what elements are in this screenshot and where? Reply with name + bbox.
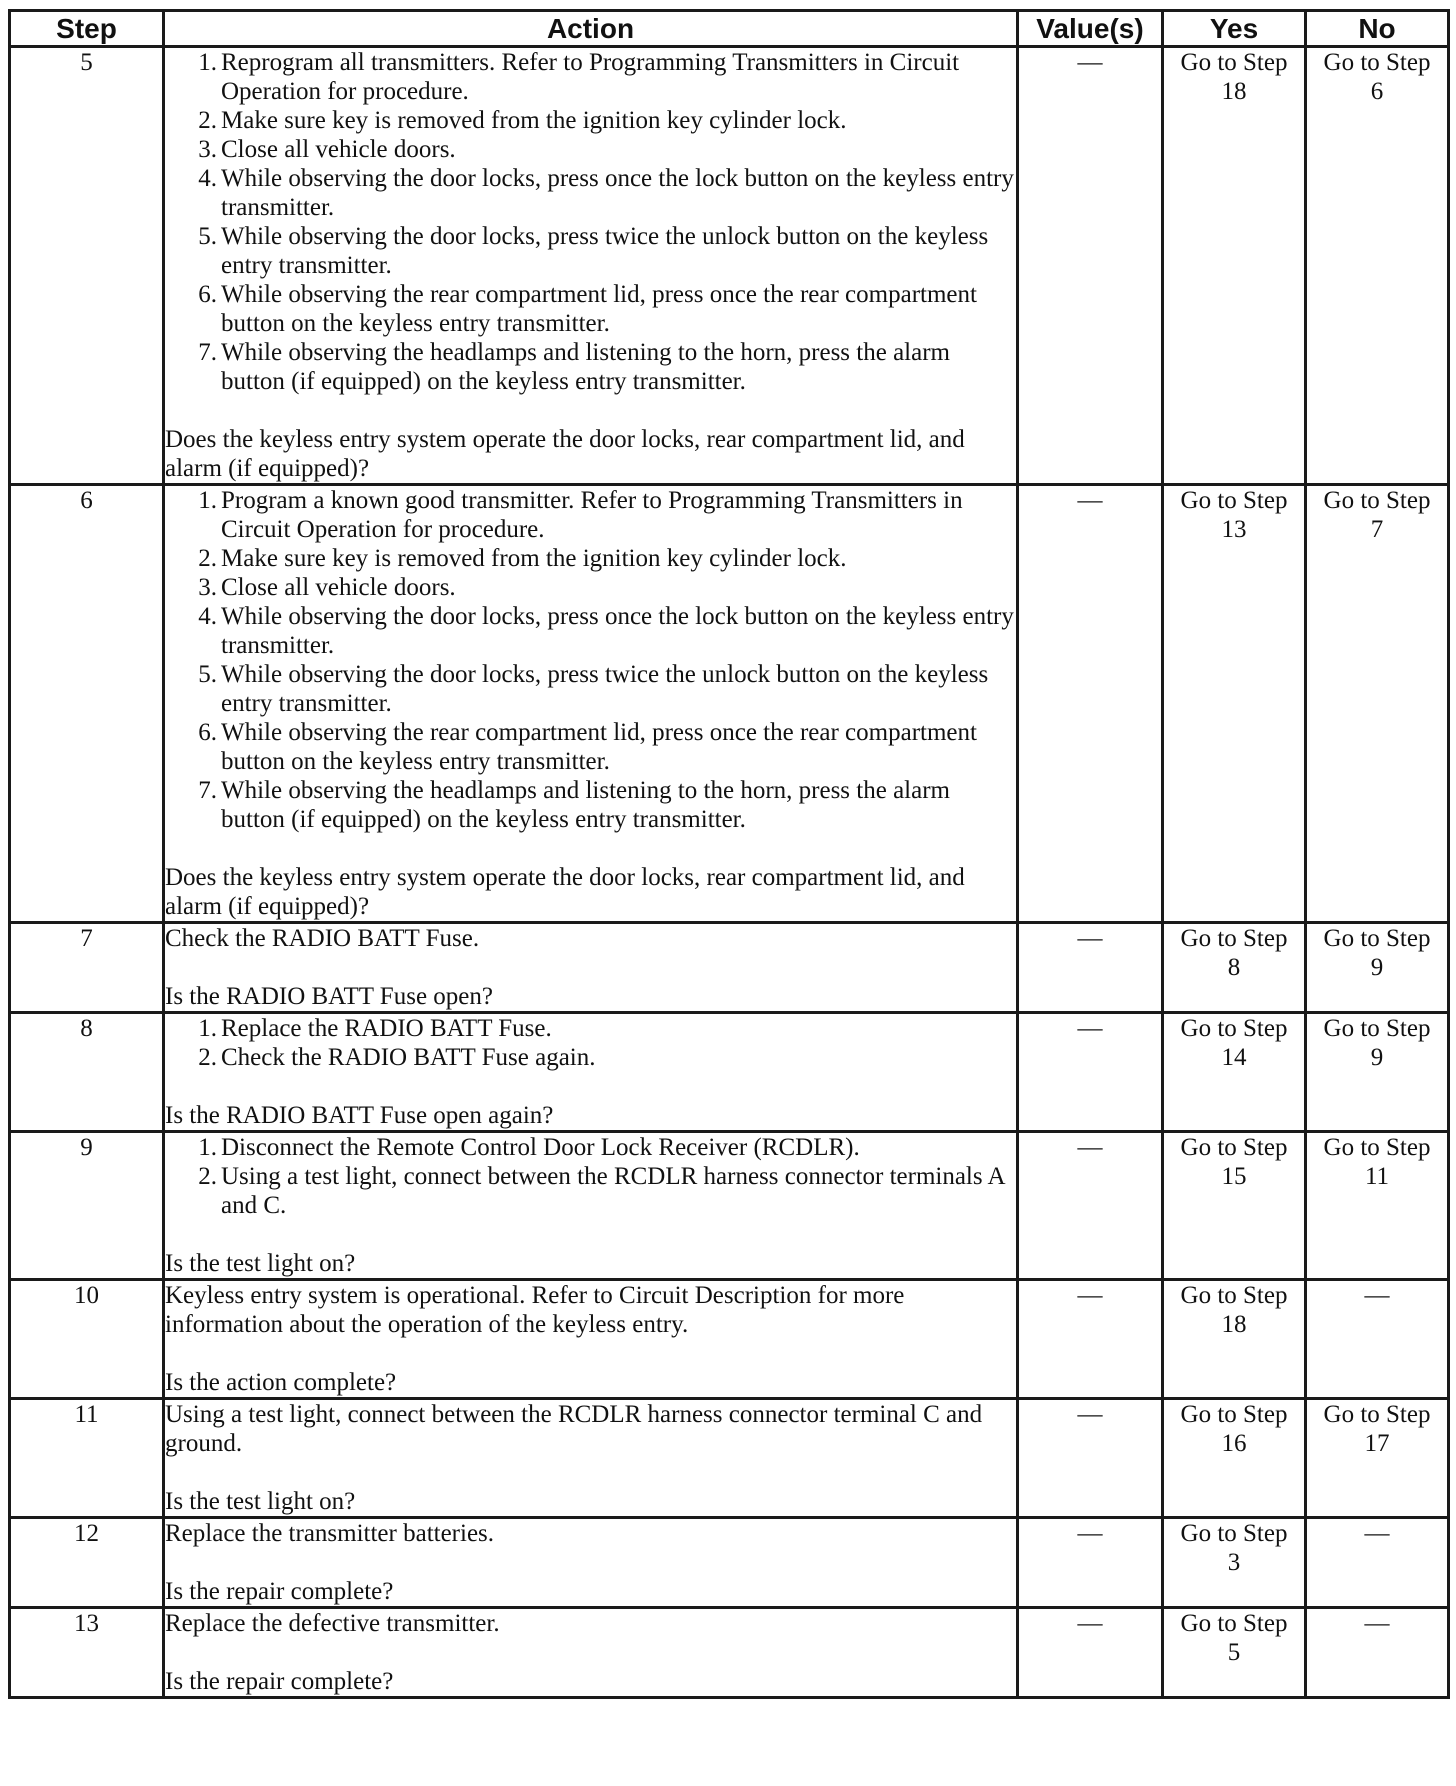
action-question: Does the keyless entry system operate the door locks, rear compartment lid, and alarm (if equipped)? bbox=[165, 864, 965, 920]
action-step-item: While observing the door locks, press twice the unlock button on the keyless entry transmitter. bbox=[221, 223, 989, 279]
table-row bbox=[10, 1013, 1449, 1132]
yes-outcome-step-number: 13 bbox=[1221, 516, 1247, 543]
action-steps-list bbox=[165, 1014, 1016, 1072]
yes-outcome-label: Go to Step bbox=[1180, 1610, 1288, 1637]
action-question: Is the RADIO BATT Fuse open? bbox=[165, 983, 493, 1010]
table-body bbox=[10, 47, 1449, 1698]
action-steps-list bbox=[165, 1133, 1016, 1220]
no-outcome-none: — bbox=[1364, 1520, 1390, 1547]
action-step-item: Check the RADIO BATT Fuse again. bbox=[221, 1044, 596, 1071]
no-outcome bbox=[1306, 1013, 1449, 1132]
yes-outcome bbox=[1163, 1399, 1306, 1518]
value-cell: — bbox=[1018, 1013, 1163, 1132]
step-number: 7 bbox=[10, 923, 164, 1013]
step-number: 11 bbox=[10, 1399, 164, 1518]
action-cell bbox=[164, 47, 1018, 485]
header-no: No bbox=[1306, 11, 1449, 47]
action-question: Is the test light on? bbox=[165, 1488, 356, 1515]
action-question: Is the repair complete? bbox=[165, 1668, 394, 1695]
yes-outcome-step-number: 18 bbox=[1221, 78, 1247, 105]
step-number: 9 bbox=[10, 1132, 164, 1280]
action-step-item: While observing the headlamps and listening to the horn, press the alarm button (if equipped) on the keyless entry transmitter. bbox=[221, 777, 950, 833]
no-outcome bbox=[1306, 1608, 1449, 1698]
no-outcome-label: Go to Step bbox=[1323, 925, 1431, 952]
step-number: 12 bbox=[10, 1518, 164, 1608]
step-number: 13 bbox=[10, 1608, 164, 1698]
value-cell: — bbox=[1018, 1399, 1163, 1518]
diagnostic-table bbox=[8, 9, 1450, 1699]
action-step-item: While observing the rear compartment lid, press once the rear compartment button on the keyless entry transmitter. bbox=[221, 281, 977, 337]
yes-outcome-label: Go to Step bbox=[1180, 487, 1288, 514]
step-number: 5 bbox=[10, 47, 164, 485]
yes-outcome-label: Go to Step bbox=[1180, 1520, 1288, 1547]
no-outcome bbox=[1306, 1518, 1449, 1608]
table-row bbox=[10, 1399, 1449, 1518]
action-cell bbox=[164, 1608, 1018, 1698]
action-step-item: While observing the rear compartment lid, press once the rear compartment button on the keyless entry transmitter. bbox=[221, 719, 977, 775]
header-step: Step bbox=[10, 11, 164, 47]
action-step-item: Program a known good transmitter. Refer to Programming Transmitters in Circuit Operation for procedure. bbox=[221, 487, 963, 543]
header-row bbox=[10, 11, 1449, 47]
table-row bbox=[10, 1132, 1449, 1280]
diagnostic-table-page bbox=[8, 9, 1447, 1699]
value-cell: — bbox=[1018, 923, 1163, 1013]
no-outcome bbox=[1306, 1280, 1449, 1399]
yes-outcome-label: Go to Step bbox=[1180, 1015, 1288, 1042]
action-question: Is the test light on? bbox=[165, 1250, 356, 1277]
action-cell bbox=[164, 1013, 1018, 1132]
action-steps-list bbox=[165, 486, 1016, 834]
action-text: Keyless entry system is operational. Refer to Circuit Description for more information about the operation of the keyless entry. bbox=[165, 1282, 905, 1338]
no-outcome bbox=[1306, 485, 1449, 923]
no-outcome-label: Go to Step bbox=[1323, 1401, 1431, 1428]
no-outcome-label: Go to Step bbox=[1323, 487, 1431, 514]
no-outcome-label: Go to Step bbox=[1323, 1015, 1431, 1042]
no-outcome-label: Go to Step bbox=[1323, 1134, 1431, 1161]
action-cell bbox=[164, 1132, 1018, 1280]
yes-outcome-step-number: 16 bbox=[1221, 1430, 1247, 1457]
action-cell bbox=[164, 485, 1018, 923]
yes-outcome bbox=[1163, 1013, 1306, 1132]
no-outcome bbox=[1306, 1132, 1449, 1280]
action-cell bbox=[164, 1518, 1018, 1608]
action-step-item: While observing the door locks, press once the lock button on the keyless entry transmitter. bbox=[221, 603, 1014, 659]
yes-outcome bbox=[1163, 47, 1306, 485]
yes-outcome bbox=[1163, 1132, 1306, 1280]
action-step-item: Make sure key is removed from the ignition key cylinder lock. bbox=[221, 545, 847, 572]
action-step-item: While observing the door locks, press once the lock button on the keyless entry transmitter. bbox=[221, 165, 1014, 221]
table-row bbox=[10, 1280, 1449, 1399]
yes-outcome-label: Go to Step bbox=[1180, 1134, 1288, 1161]
no-outcome bbox=[1306, 1399, 1449, 1518]
no-outcome-none: — bbox=[1364, 1610, 1390, 1637]
action-cell bbox=[164, 1399, 1018, 1518]
no-outcome bbox=[1306, 47, 1449, 485]
action-text: Replace the defective transmitter. bbox=[165, 1610, 500, 1637]
value-cell: — bbox=[1018, 47, 1163, 485]
action-cell bbox=[164, 1280, 1018, 1399]
action-text: Using a test light, connect between the RCDLR harness connector terminal C and ground. bbox=[165, 1401, 983, 1457]
table-row bbox=[10, 923, 1449, 1013]
yes-outcome bbox=[1163, 1608, 1306, 1698]
action-step-item: While observing the door locks, press twice the unlock button on the keyless entry transmitter. bbox=[221, 661, 989, 717]
action-step-item: While observing the headlamps and listening to the horn, press the alarm button (if equipped) on the keyless entry transmitter. bbox=[221, 339, 950, 395]
action-question: Does the keyless entry system operate the door locks, rear compartment lid, and alarm (if equipped)? bbox=[165, 426, 965, 482]
yes-outcome bbox=[1163, 485, 1306, 923]
yes-outcome-label: Go to Step bbox=[1180, 1401, 1288, 1428]
yes-outcome-step-number: 15 bbox=[1221, 1163, 1247, 1190]
action-question: Is the action complete? bbox=[165, 1369, 397, 1396]
action-step-item: Close all vehicle doors. bbox=[221, 136, 456, 163]
step-number: 6 bbox=[10, 485, 164, 923]
yes-outcome bbox=[1163, 1280, 1306, 1399]
action-cell bbox=[164, 923, 1018, 1013]
no-outcome-step-number: 17 bbox=[1364, 1430, 1390, 1457]
no-outcome-step-number: 6 bbox=[1370, 78, 1384, 105]
step-number: 10 bbox=[10, 1280, 164, 1399]
no-outcome-none: — bbox=[1364, 1282, 1390, 1309]
table-row bbox=[10, 1518, 1449, 1608]
header-yes: Yes bbox=[1163, 11, 1306, 47]
action-text: Check the RADIO BATT Fuse. bbox=[165, 925, 480, 952]
no-outcome bbox=[1306, 923, 1449, 1013]
value-cell: — bbox=[1018, 1132, 1163, 1280]
header-action: Action bbox=[164, 11, 1018, 47]
yes-outcome-label: Go to Step bbox=[1180, 925, 1288, 952]
action-step-item: Make sure key is removed from the ignition key cylinder lock. bbox=[221, 107, 847, 134]
action-question: Is the RADIO BATT Fuse open again? bbox=[165, 1102, 554, 1129]
action-steps-list bbox=[165, 48, 1016, 396]
header-values: Value(s) bbox=[1018, 11, 1163, 47]
table-row bbox=[10, 485, 1449, 923]
step-number: 8 bbox=[10, 1013, 164, 1132]
yes-outcome-step-number: 8 bbox=[1227, 954, 1241, 981]
no-outcome-step-number: 11 bbox=[1364, 1163, 1390, 1190]
table-row bbox=[10, 1608, 1449, 1698]
action-step-item: Reprogram all transmitters. Refer to Programming Transmitters in Circuit Operation for procedure. bbox=[221, 49, 960, 105]
no-outcome-step-number: 9 bbox=[1370, 1044, 1384, 1071]
action-step-item: Disconnect the Remote Control Door Lock Receiver (RCDLR). bbox=[221, 1134, 860, 1161]
value-cell: — bbox=[1018, 1280, 1163, 1399]
action-step-item: Close all vehicle doors. bbox=[221, 574, 456, 601]
action-step-item: Using a test light, connect between the RCDLR harness connector terminals A and C. bbox=[221, 1163, 1005, 1219]
no-outcome-step-number: 7 bbox=[1370, 516, 1384, 543]
no-outcome-step-number: 9 bbox=[1370, 954, 1384, 981]
value-cell: — bbox=[1018, 1608, 1163, 1698]
yes-outcome bbox=[1163, 1518, 1306, 1608]
yes-outcome-label: Go to Step bbox=[1180, 49, 1288, 76]
yes-outcome bbox=[1163, 923, 1306, 1013]
yes-outcome-step-number: 5 bbox=[1227, 1639, 1241, 1666]
yes-outcome-step-number: 14 bbox=[1221, 1044, 1247, 1071]
value-cell: — bbox=[1018, 485, 1163, 923]
action-question: Is the repair complete? bbox=[165, 1578, 394, 1605]
action-text: Replace the transmitter batteries. bbox=[165, 1520, 495, 1547]
action-step-item: Replace the RADIO BATT Fuse. bbox=[221, 1015, 552, 1042]
table-row bbox=[10, 47, 1449, 485]
yes-outcome-step-number: 18 bbox=[1221, 1311, 1247, 1338]
yes-outcome-label: Go to Step bbox=[1180, 1282, 1288, 1309]
yes-outcome-step-number: 3 bbox=[1227, 1549, 1241, 1576]
no-outcome-label: Go to Step bbox=[1323, 49, 1431, 76]
value-cell: — bbox=[1018, 1518, 1163, 1608]
